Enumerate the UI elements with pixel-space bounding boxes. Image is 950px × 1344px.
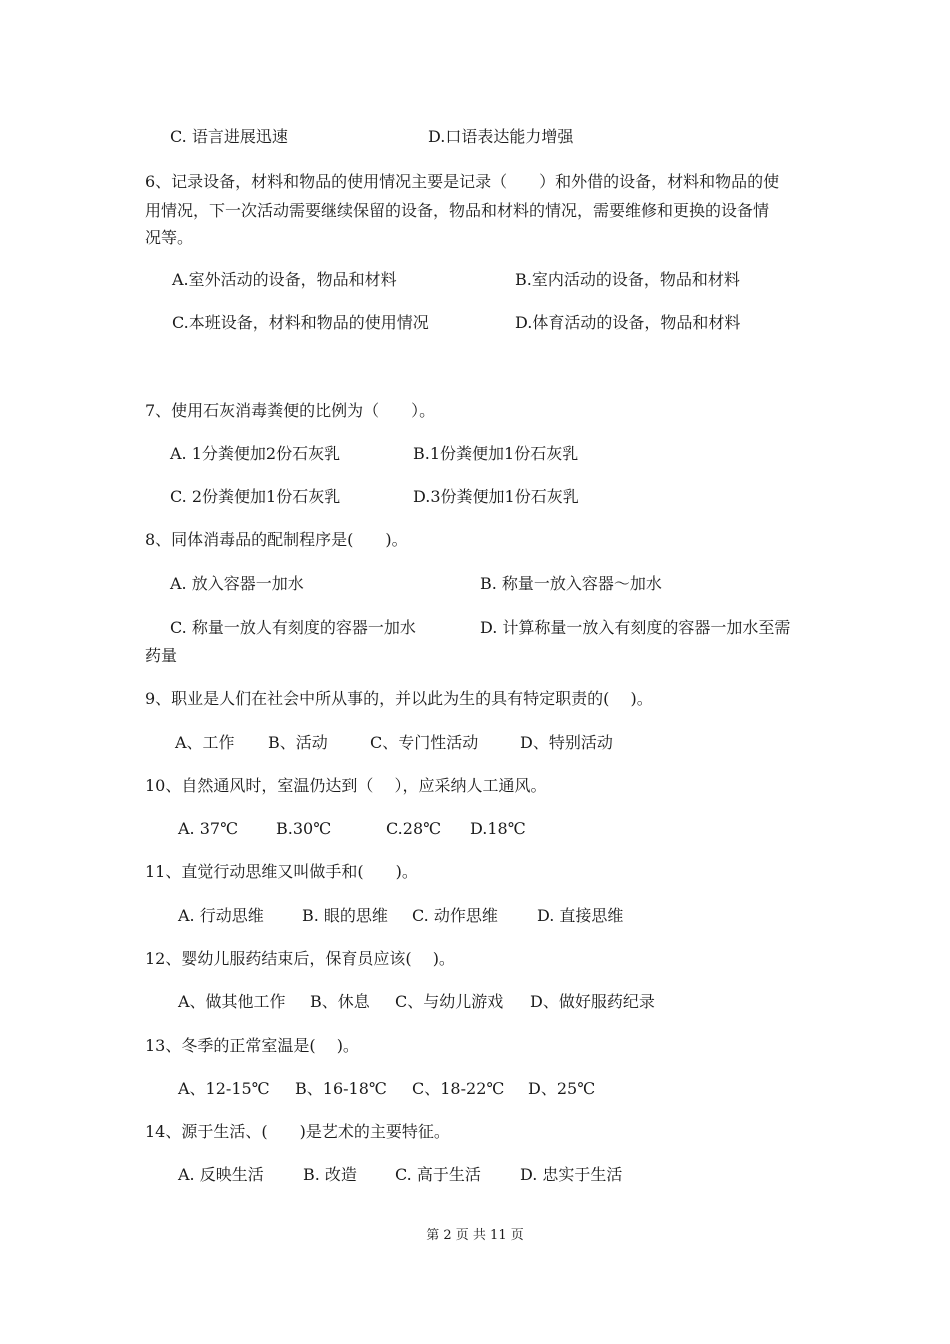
q12-option-d: D、做好服药纪录	[530, 992, 655, 1011]
q13-stem: 13、冬季的正常室温是( )。	[145, 1036, 359, 1055]
q9-option-d: D、特别活动	[520, 733, 613, 752]
q12-option-c: C、与幼儿游戏	[395, 992, 504, 1011]
q5-option-d: D.口语表达能力增强	[428, 127, 574, 146]
q9-option-a: A、工作	[175, 733, 235, 752]
q14-option-a: A. 反映生活	[178, 1165, 264, 1184]
q12-option-b: B、休息	[310, 992, 370, 1011]
q14-option-d: D. 忠实于生活	[520, 1165, 623, 1184]
q8-option-c: C. 称量一放人有刻度的容器一加水	[170, 618, 416, 637]
q6-option-b: B.室内活动的设备，物品和材料	[515, 270, 740, 289]
q9-stem: 9、职业是人们在社会中所从事的，并以此为生的具有特定职责的( )。	[145, 689, 653, 708]
q11-option-c: C. 动作思维	[412, 906, 498, 925]
q8-option-d-continuation: 药量	[145, 646, 178, 665]
q6-stem-line1: 6、记录设备，材料和物品的使用情况主要是记录（ ）和外借的设备，材料和物品的使	[145, 172, 780, 191]
q9-option-b: B、活动	[268, 733, 328, 752]
q7-option-d: D.3份粪便加1份石灰乳	[413, 487, 579, 506]
q11-option-d: D. 直接思维	[537, 906, 624, 925]
q13-option-a: A、12-15℃	[178, 1079, 270, 1098]
q7-option-b: B.1份粪便加1份石灰乳	[413, 444, 579, 463]
q6-option-a: A.室外活动的设备，物品和材料	[172, 270, 397, 289]
q13-option-b: B、16-18℃	[295, 1079, 387, 1098]
q9-option-c: C、专门性活动	[370, 733, 479, 752]
q14-option-b: B. 改造	[303, 1165, 357, 1184]
q13-option-c: C、18-22℃	[412, 1079, 505, 1098]
q6-option-d: D.体育活动的设备，物品和材料	[515, 313, 741, 332]
q7-stem: 7、使用石灰消毒粪便的比例为（ ）。	[145, 401, 436, 420]
q10-option-c: C.28℃	[386, 819, 442, 838]
q10-option-a: A. 37℃	[178, 819, 238, 838]
q6-stem-line3: 况等。	[145, 228, 194, 247]
q5-option-c: C. 语言进展迅速	[170, 127, 288, 146]
q7-option-c: C. 2份粪便加1份石灰乳	[170, 487, 341, 506]
q11-stem: 11、直觉行动思维又叫做手和( )。	[145, 862, 418, 881]
q12-stem: 12、婴幼儿服药结束后，保育员应该( )。	[145, 949, 455, 968]
q10-option-d: D.18℃	[470, 819, 526, 838]
q13-option-d: D、25℃	[528, 1079, 596, 1098]
q8-option-b: B. 称量一放入容器～加水	[480, 574, 662, 593]
q10-option-b: B.30℃	[276, 819, 332, 838]
q14-option-c: C. 高于生活	[395, 1165, 481, 1184]
q11-option-a: A. 行动思维	[178, 906, 264, 925]
q8-option-a: A. 放入容器一加水	[170, 574, 304, 593]
q8-stem: 8、同体消毒品的配制程序是( )。	[145, 530, 408, 549]
q11-option-b: B. 眼的思维	[302, 906, 388, 925]
q14-stem: 14、源于生活、( )是艺术的主要特征。	[145, 1122, 450, 1141]
q6-stem-line2: 用情况，下一次活动需要继续保留的设备，物品和材料的情况，需要维修和更换的设备情	[145, 201, 770, 220]
page-number-footer: 第 2 页 共 11 页	[426, 1228, 524, 1243]
q10-stem: 10、自然通风时，室温仍达到（ ），应采纳人工通风。	[145, 776, 547, 795]
q12-option-a: A、做其他工作	[178, 992, 286, 1011]
q8-option-d: D. 计算称量一放入有刻度的容器一加水至需	[480, 618, 791, 637]
q7-option-a: A. 1分粪便加2份石灰乳	[170, 444, 341, 463]
q6-option-c: C.本班设备，材料和物品的使用情况	[172, 313, 429, 332]
